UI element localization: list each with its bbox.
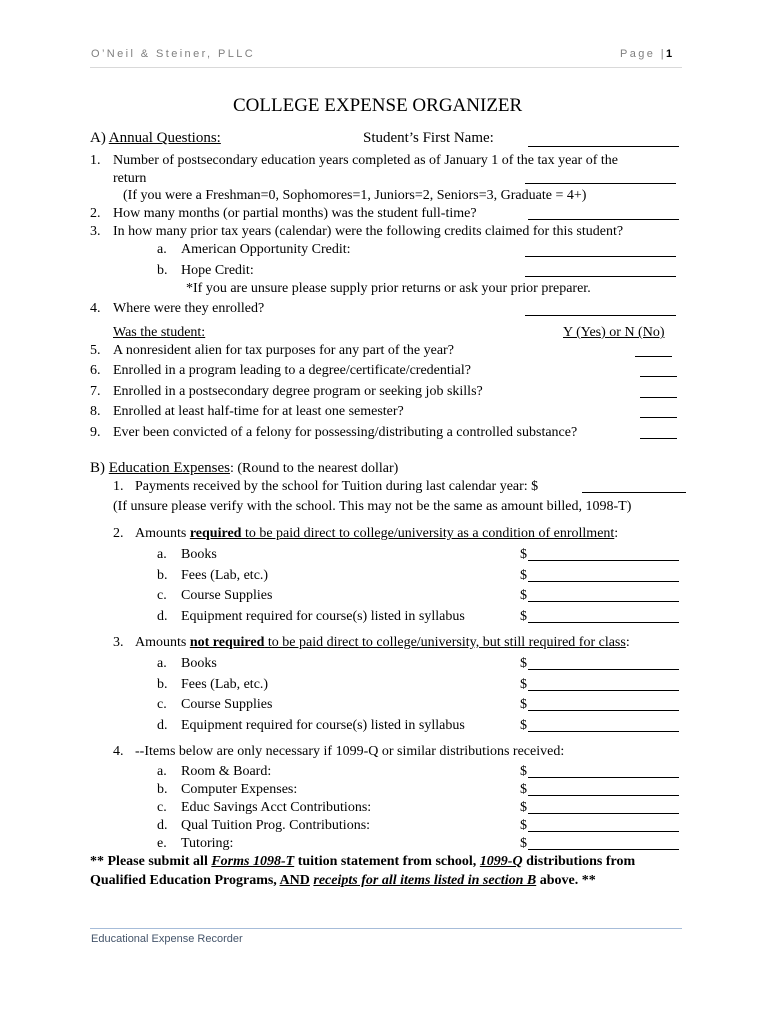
- submit-note-and: AND: [279, 873, 310, 888]
- expense-item-letter: c.: [157, 697, 167, 712]
- expense-item-letter: b.: [157, 567, 168, 583]
- q8-number: 8.: [90, 404, 101, 419]
- section-b-title: Education Expenses: [108, 460, 230, 476]
- dollar-sign: $: [520, 836, 527, 851]
- q8-answer-field[interactable]: [640, 417, 677, 418]
- b1-number: 1.: [113, 479, 124, 494]
- expense-amount-field[interactable]: [528, 795, 679, 796]
- b3-text-pre: Amounts: [135, 635, 190, 650]
- expense-amount-field[interactable]: [528, 813, 679, 814]
- submit-note-p5: distributions from: [522, 854, 636, 869]
- q7-number: 7.: [90, 384, 101, 399]
- expense-item-letter: a.: [157, 764, 167, 779]
- page-label: Page |: [620, 48, 667, 60]
- expense-item-label: Room & Board:: [181, 764, 272, 779]
- dollar-sign: $: [520, 717, 527, 733]
- b3-text-post: to be paid direct to college/university, but still required for class: [264, 635, 626, 650]
- section-b-heading: [90, 460, 398, 477]
- b4-text: --Items below are only necessary if 1099-Q or similar distributions received:: [135, 744, 565, 759]
- first-name-field[interactable]: [528, 146, 679, 147]
- expense-amount-field[interactable]: [528, 622, 679, 623]
- expense-amount-field[interactable]: [528, 849, 679, 850]
- q1-text: Number of postsecondary education years completed as of January 1 of the tax year of the: [113, 153, 618, 168]
- q3-number: 3.: [90, 224, 101, 239]
- q5-answer-field[interactable]: [635, 356, 672, 357]
- expense-item-letter: c.: [157, 800, 167, 815]
- expense-item-label: Books: [181, 656, 217, 671]
- dollar-sign: $: [520, 547, 527, 562]
- submit-note-line1: [90, 853, 635, 870]
- q3a-text: American Opportunity Credit:: [181, 242, 351, 257]
- section-a-title: Annual Questions:: [108, 130, 221, 146]
- expense-amount-field[interactable]: [528, 560, 679, 561]
- was-student-label: Was the student:: [113, 325, 206, 340]
- dollar-sign: $: [520, 608, 527, 624]
- q6-number: 6.: [90, 363, 101, 378]
- expense-amount-field[interactable]: [528, 710, 679, 711]
- expense-amount-field[interactable]: [528, 831, 679, 832]
- page-title: COLLEGE EXPENSE ORGANIZER: [233, 95, 523, 116]
- q1-answer-field[interactable]: [525, 183, 676, 184]
- submit-note-p6: Qualified Education Programs,: [90, 873, 280, 888]
- q3b-letter: b.: [157, 263, 168, 278]
- submit-note-receipts: receipts for all items listed in section B: [313, 873, 537, 888]
- b1-text: Payments received by the school for Tuition during last calendar year: $: [135, 479, 539, 494]
- expense-amount-field[interactable]: [528, 690, 679, 691]
- dollar-sign: $: [520, 782, 527, 797]
- dollar-sign: $: [520, 697, 527, 712]
- expense-item-letter: b.: [157, 782, 168, 797]
- q3-note: *If you are unsure please supply prior returns or ask your prior preparer.: [186, 281, 591, 296]
- expense-item-label: Course Supplies: [181, 588, 273, 603]
- b3-text-colon: :: [625, 635, 630, 650]
- expense-item-label: Course Supplies: [181, 697, 273, 712]
- b3-number: 3.: [113, 635, 124, 650]
- expense-amount-field[interactable]: [528, 777, 679, 778]
- expense-amount-field[interactable]: [528, 731, 679, 732]
- q6-answer-field[interactable]: [640, 376, 677, 377]
- section-b-letter: B): [90, 460, 109, 476]
- submit-note-line2: [90, 872, 596, 889]
- submit-note-p10: above. **: [536, 873, 596, 888]
- q1-text-cont: return: [113, 171, 147, 186]
- q7-text: Enrolled in a postsecondary degree program or seeking job skills?: [113, 384, 483, 399]
- dollar-sign: $: [520, 818, 527, 833]
- dollar-sign: $: [520, 676, 527, 692]
- section-a-letter: A): [90, 130, 109, 146]
- b4-number: 4.: [113, 744, 124, 759]
- expense-item-letter: d.: [157, 818, 168, 833]
- section-b-note: : (Round to the nearest dollar): [229, 461, 399, 476]
- expense-item-letter: a.: [157, 656, 167, 671]
- section-a-heading: [90, 130, 221, 147]
- submit-note-p3: tuition statement from school,: [294, 854, 480, 869]
- q3a-answer-field[interactable]: [525, 256, 676, 257]
- expense-item-letter: e.: [157, 836, 167, 851]
- header-page-label: [620, 48, 672, 60]
- q2-number: 2.: [90, 206, 101, 221]
- b2-text-bold: required: [189, 526, 242, 541]
- dollar-sign: $: [520, 567, 527, 583]
- footer-label: Educational Expense Recorder: [91, 933, 243, 945]
- q4-text: Where were they enrolled?: [113, 301, 265, 316]
- dollar-sign: $: [520, 656, 527, 671]
- q3b-text: Hope Credit:: [181, 263, 254, 278]
- tuition-amount-field[interactable]: [582, 492, 686, 493]
- b2-text-colon: :: [614, 526, 619, 541]
- b2-text-post: to be paid direct to college/university as a condition of enrollment: [241, 526, 615, 541]
- expense-amount-field[interactable]: [528, 669, 679, 670]
- q3a-letter: a.: [157, 242, 167, 257]
- expense-item-letter: d.: [157, 717, 168, 733]
- q4-answer-field[interactable]: [525, 315, 676, 316]
- q3-text: In how many prior tax years (calendar) were the following credits claimed for this student?: [113, 224, 624, 239]
- expense-item-label: Books: [181, 547, 217, 562]
- expense-item-letter: d.: [157, 608, 168, 624]
- q1-number: 1.: [90, 153, 101, 168]
- b1-note: (If unsure please verify with the school. This may not be the same as amount billed, 1098-T): [113, 499, 632, 514]
- q2-text: How many months (or partial months) was the student full-time?: [113, 206, 477, 221]
- dollar-sign: $: [520, 800, 527, 815]
- b3-text: [135, 635, 630, 651]
- b2-number: 2.: [113, 526, 124, 541]
- expense-amount-field[interactable]: [528, 601, 679, 602]
- dollar-sign: $: [520, 588, 527, 603]
- submit-note-1099q: 1099-Q: [479, 854, 523, 869]
- header-firm-name: O’Neil & Steiner, PLLC: [91, 48, 256, 60]
- expense-item-label: Equipment required for course(s) listed in syllabus: [181, 717, 465, 733]
- expense-item-letter: c.: [157, 588, 167, 603]
- dollar-sign: $: [520, 764, 527, 779]
- expense-item-label: Qual Tuition Prog. Contributions:: [181, 818, 371, 833]
- expense-item-label: Computer Expenses:: [181, 782, 298, 797]
- footer-rule: [90, 928, 682, 929]
- q6-text: Enrolled in a program leading to a degree/certificate/credential?: [113, 363, 471, 378]
- b2-text: [135, 526, 618, 542]
- yes-no-label: Y (Yes) or N (No): [563, 325, 665, 340]
- q9-number: 9.: [90, 425, 101, 440]
- submit-note-p1: ** Please submit all: [90, 854, 212, 869]
- b3-text-bold: not required: [189, 635, 265, 650]
- q4-number: 4.: [90, 301, 101, 316]
- header-rule: [90, 67, 682, 68]
- q8-text: Enrolled at least half-time for at least one semester?: [113, 404, 404, 419]
- expense-item-letter: b.: [157, 676, 168, 692]
- q5-number: 5.: [90, 343, 101, 358]
- expense-item-label: Tutoring:: [181, 836, 234, 851]
- b2-text-pre: Amounts: [135, 526, 190, 541]
- submit-note-forms-1098t: Forms 1098-T: [211, 854, 295, 869]
- expense-item-letter: a.: [157, 547, 167, 562]
- page-number: 1: [666, 48, 673, 60]
- q7-answer-field[interactable]: [640, 397, 677, 398]
- q9-text: Ever been convicted of a felony for possessing/distributing a controlled substance?: [113, 425, 578, 440]
- first-name-label: Student’s First Name:: [363, 130, 494, 146]
- q9-answer-field[interactable]: [640, 438, 677, 439]
- expense-item-label: Fees (Lab, etc.): [181, 567, 269, 583]
- q1-note: (If you were a Freshman=0, Sophomores=1, Juniors=2, Seniors=3, Graduate = 4+): [123, 188, 587, 203]
- expense-item-label: Equipment required for course(s) listed in syllabus: [181, 608, 465, 624]
- q2-answer-field[interactable]: [528, 219, 679, 220]
- expense-item-label: Educ Savings Acct Contributions:: [181, 800, 372, 815]
- expense-amount-field[interactable]: [528, 581, 679, 582]
- q5-text: A nonresident alien for tax purposes for any part of the year?: [113, 343, 454, 358]
- q3b-answer-field[interactable]: [525, 276, 676, 277]
- expense-item-label: Fees (Lab, etc.): [181, 676, 269, 692]
